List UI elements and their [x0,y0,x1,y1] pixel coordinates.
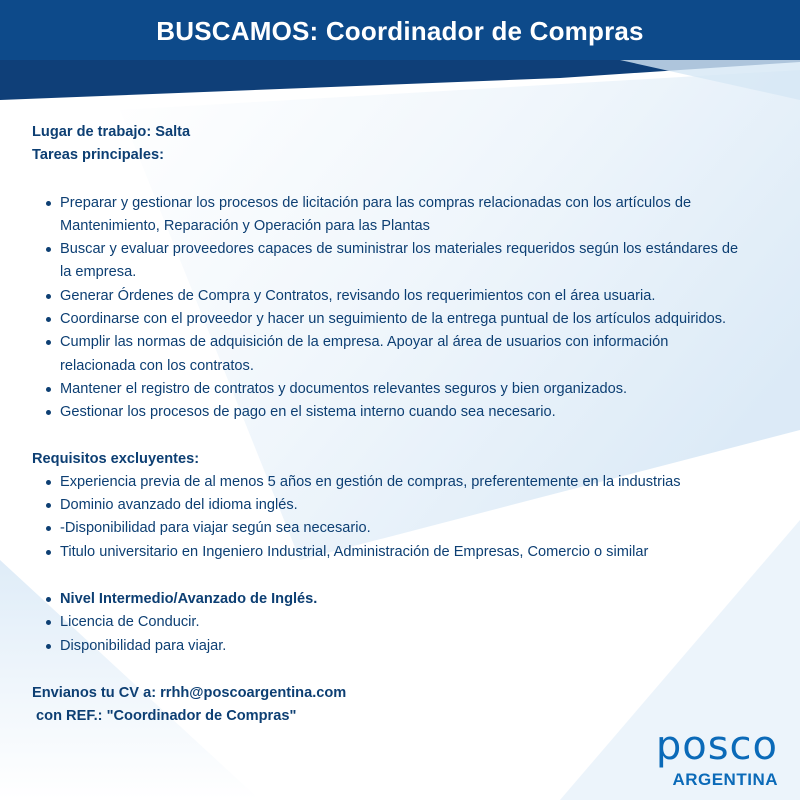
list-item: Cumplir las normas de adquisición de la empresa. Apoyar al área de usuarios con información relacionada con los contratos. [32,331,777,378]
page-title: BUSCAMOS: Coordinador de Compras [156,15,644,46]
list-item: Dominio avanzado del idioma inglés. [32,494,777,517]
list-item: Titulo universitario en Ingeniero Industrial, Administración de Empresas, Comercio o similar [32,541,777,564]
requirements-heading: Requisitos excluyentes: [32,450,200,467]
page-header [0,0,800,62]
logo-wordmark: posco [655,723,778,769]
list-item: Preparar y gestionar los procesos de licitación para las compras relacionadas con los artículos de Mantenimiento, Reparación y Operación para las Plantas [32,192,777,239]
list-item: Disponibilidad para viajar. [32,635,777,658]
list-item: Coordinarse con el proveedor y hacer un seguimiento de la entrega puntual de los artículos adquiridos. [32,308,777,331]
list-item: Generar Órdenes de Compra y Contratos, revisando los requerimientos con el área usuaria. [32,285,777,308]
list-item: Licencia de Conducir. [32,611,777,634]
tasks-list [32,192,777,425]
job-posting-body [32,121,777,729]
logo-country: ARGENTINA [672,770,778,789]
list-item: Buscar y evaluar proveedores capaces de suministrar los materiales requeridos según los estándares de la empresa. [32,238,777,285]
work-location: Lugar de trabajo: Salta [32,124,191,140]
extras-list [32,588,777,658]
requirements-list [32,471,777,564]
list-item: Gestionar los procesos de pago en el sistema interno cuando sea necesario. [32,401,777,424]
contact-reference: con REF.: "Coordinador de Compras" [32,708,297,725]
list-item: Mantener el registro de contratos y documentos relevantes seguros y bien organizados. [32,378,777,401]
list-item: Nivel Intermedio/Avanzado de Inglés. [32,588,777,611]
posco-logo [655,723,778,790]
tasks-heading: Tareas principales: [32,147,164,164]
list-item: -Disponibilidad para viajar según sea necesario. [32,517,777,540]
list-item: Experiencia previa de al menos 5 años en gestión de compras, preferentemente en la industrias [32,471,777,494]
contact-email: Envianos tu CV a: rrhh@poscoargentina.com [32,684,347,701]
